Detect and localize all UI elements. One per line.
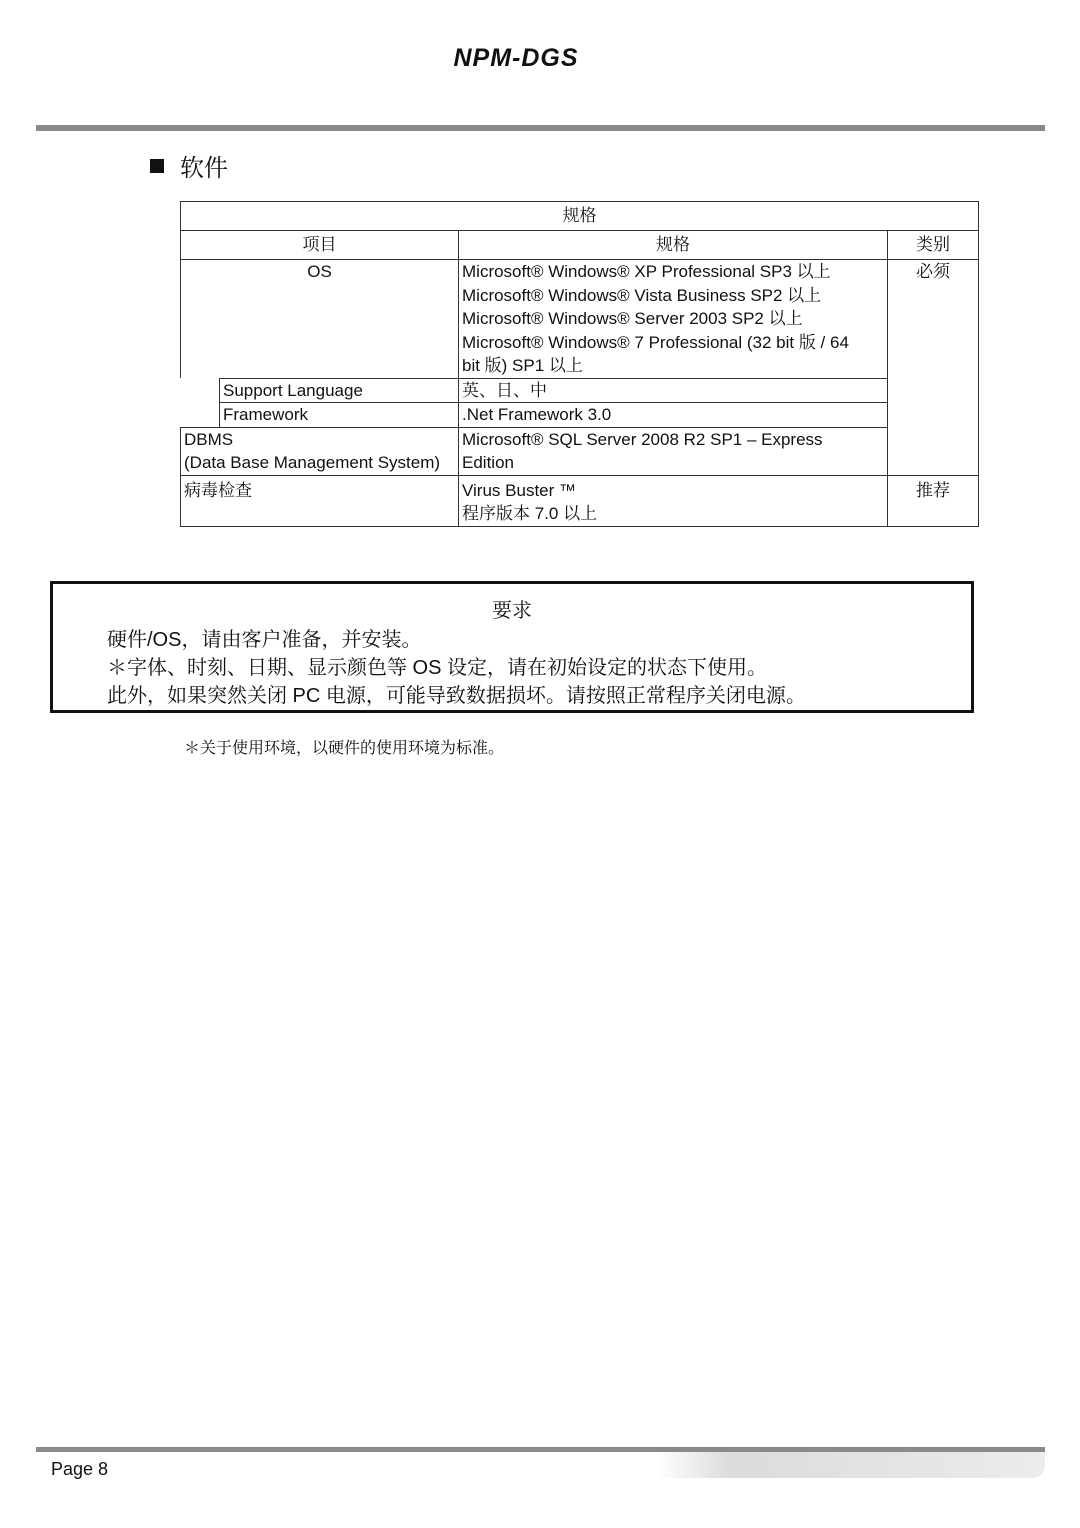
section-heading (150, 148, 228, 183)
antivirus-spec-line: 程序版本 7.0 以上 (462, 504, 598, 523)
requirements-line: ＊字体、时刻、日期、显示颜色等 OS 设定，请在初始设定的状态下使用。 (107, 657, 768, 679)
os-spec-line: Microsoft® Windows® Server 2003 SP2 以上 (462, 309, 803, 328)
requirements-title: 要求 (492, 600, 532, 622)
header-spec: 规格 (459, 231, 888, 260)
footer-watermark-blur (655, 1452, 1045, 1478)
table-row-os (181, 260, 979, 379)
header-divider (36, 125, 1045, 131)
antivirus-spec-line: Virus Buster ™ (462, 480, 577, 500)
document-title: NPM-DGS (453, 44, 579, 72)
framework-spec: .Net Framework 3.0 (459, 403, 888, 428)
header-item: 项目 (181, 231, 459, 260)
os-spec-line: Microsoft® Windows® Vista Business SP2 以上 (462, 285, 822, 305)
requirements-line: 此外，如果突然关闭 PC 电源，可能导致数据损坏。请按照正常程序关闭电源。 (107, 685, 806, 707)
os-spec (459, 260, 888, 379)
table-row-support-language (181, 378, 979, 403)
software-spec-table (180, 201, 979, 527)
dbms-label (181, 427, 459, 475)
table-row-framework (181, 403, 979, 428)
requirements-box (50, 581, 974, 713)
dbms-spec (459, 427, 888, 475)
section-title: 软件 (180, 155, 228, 182)
os-spec-line: bit 版) SP1 以上 (462, 356, 583, 375)
dbms-spec-line: Microsoft® SQL Server 2008 R2 SP1 – Express (462, 429, 823, 449)
footnote: ＊关于使用环境，以硬件的使用环境为标准。 (184, 740, 505, 757)
antivirus-spec (459, 475, 888, 526)
table-row-dbms (181, 427, 979, 475)
support-language-label: Support Language (220, 378, 459, 403)
page-number: Page 8 (51, 1459, 109, 1479)
os-category: 必须 (888, 260, 979, 476)
table-caption: 规格 (181, 202, 979, 231)
dbms-label-line: (Data Base Management System) (184, 453, 441, 472)
indent-spacer (181, 403, 220, 428)
dbms-label-line: DBMS (184, 429, 234, 449)
os-spec-line: Microsoft® Windows® XP Professional SP3 以上 (462, 262, 831, 281)
dbms-spec-line: Edition (462, 453, 514, 472)
header-category: 类别 (888, 231, 979, 260)
support-language-spec: 英、日、中 (459, 378, 888, 403)
table-row-antivirus (181, 475, 979, 526)
antivirus-label: 病毒检查 (181, 475, 459, 526)
os-spec-line: Microsoft® Windows® 7 Professional (32 bit 版 / 64 (462, 332, 849, 352)
indent-spacer (181, 378, 220, 403)
os-label: OS (181, 260, 459, 379)
framework-label: Framework (220, 403, 459, 428)
square-bullet-icon (150, 159, 164, 173)
antivirus-category: 推荐 (888, 475, 979, 526)
requirements-line: 硬件/OS，请由客户准备，并安装。 (107, 629, 422, 651)
